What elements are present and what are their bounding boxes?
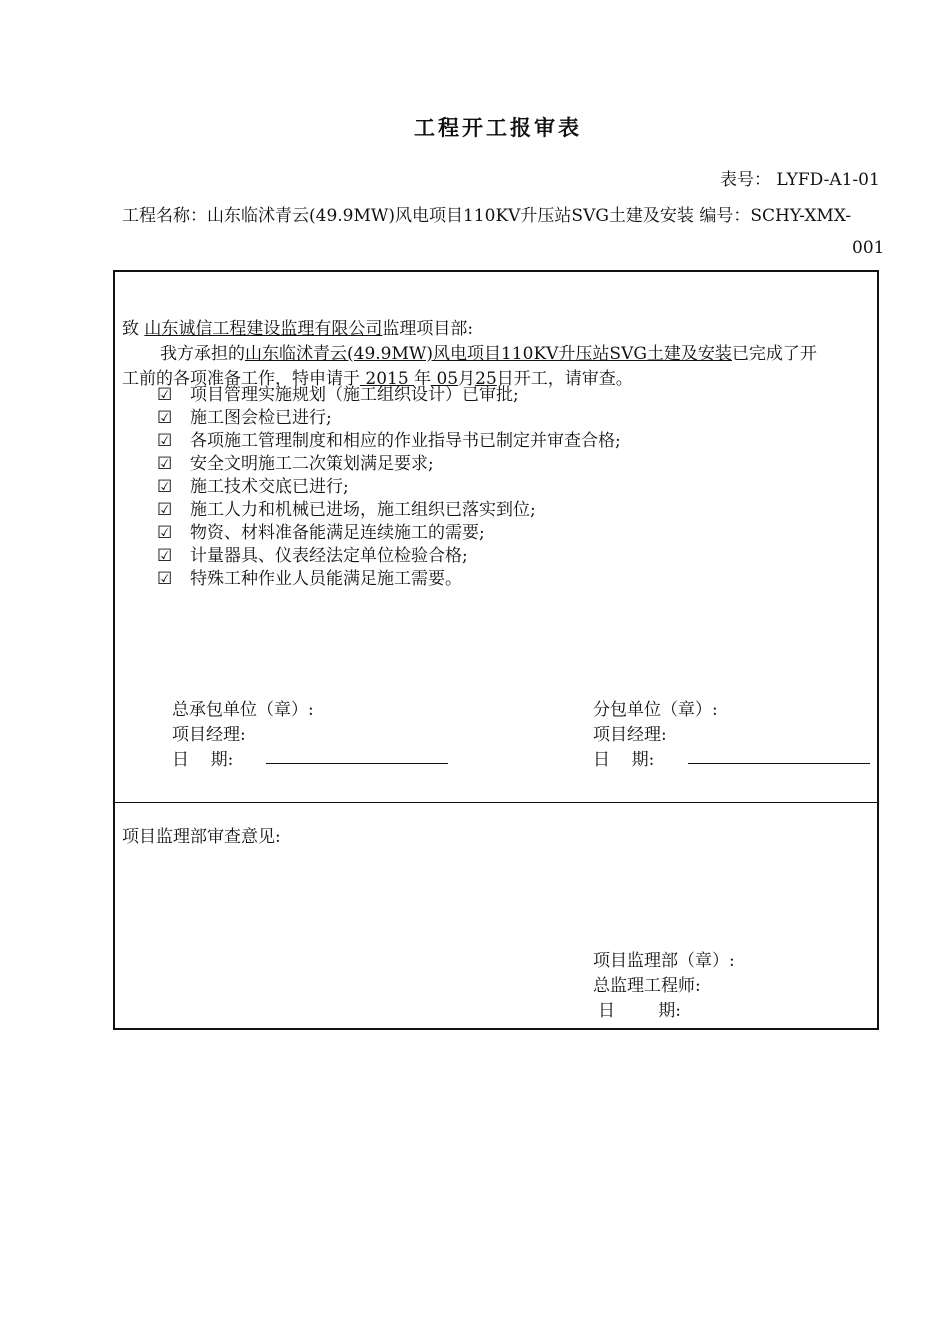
- chief-engineer-label: 总监理工程师:: [593, 976, 701, 996]
- page-title: 工程开工报审表: [414, 116, 582, 140]
- review-date-label: 日 期:: [598, 1001, 681, 1021]
- checklist-item: ☑ 安全文明施工二次策划满足要求;: [157, 454, 434, 474]
- checklist-item: ☑ 计量器具、仪表经法定单位检验合格;: [157, 546, 468, 566]
- checkbox-checked-icon: ☑: [157, 454, 173, 474]
- body-line-1: [160, 339, 817, 364]
- checklist-item: ☑ 施工图会检已进行;: [157, 408, 332, 428]
- contractor-manager-label: 项目经理:: [172, 725, 246, 745]
- checklist-item: ☑ 施工人力和机械已进场，施工组织已落实到位;: [157, 500, 536, 520]
- addressee-company: 山东诚信工程建设监理有限公司: [144, 319, 383, 339]
- serial-number-part2: 001: [852, 238, 885, 258]
- project-line: [122, 201, 851, 226]
- checklist-item: ☑ 物资、材料准备能满足连续施工的需要;: [157, 523, 485, 543]
- serial-number-part1: SCHY-XMX-: [750, 206, 852, 226]
- start-day: 25: [475, 369, 497, 389]
- year-unit: 年: [414, 369, 432, 389]
- checklist: [157, 384, 621, 591]
- checkbox-checked-icon: ☑: [157, 500, 173, 520]
- sub-manager-label: 项目经理:: [593, 725, 667, 745]
- start-month: 05: [436, 369, 459, 389]
- addressee-prefix: 致: [122, 319, 139, 339]
- contractor-date-line: [266, 763, 448, 764]
- review-heading: 项目监理部审查意见:: [122, 827, 281, 847]
- checkbox-checked-icon: ☑: [157, 477, 173, 497]
- checklist-item: ☑ 各项施工管理制度和相应的作业指导书已制定并审查合格;: [157, 431, 621, 451]
- addressee-suffix: 监理项目部:: [382, 319, 474, 339]
- review-dept-label: 项目监理部（章）:: [593, 951, 735, 971]
- project-label: 工程名称：: [122, 206, 207, 226]
- checkbox-checked-icon: ☑: [157, 569, 173, 589]
- contractor-date-label: 日 期:: [172, 750, 234, 770]
- addressee-line: [122, 314, 473, 339]
- sub-date-line: [688, 763, 870, 764]
- checklist-item: ☑ 施工技术交底已进行;: [157, 477, 349, 497]
- body-line2-prefix: 工前的各项准备工作，特申请于: [122, 369, 360, 389]
- checkbox-checked-icon: ☑: [157, 523, 173, 543]
- sub-date-label: 日 期:: [593, 750, 655, 770]
- project-name: 山东临沭青云(49.9MW)风电项目110KV升压站SVG土建及安装: [207, 206, 694, 226]
- sub-stamp-label: 分包单位（章）:: [593, 700, 718, 720]
- checkbox-checked-icon: ☑: [157, 385, 173, 405]
- checkbox-checked-icon: ☑: [157, 431, 173, 451]
- section-divider: [113, 802, 879, 803]
- serial-label: 编号：: [699, 206, 751, 226]
- checkbox-checked-icon: ☑: [157, 546, 173, 566]
- body-prefix: 我方承担的: [160, 344, 245, 364]
- start-year: 2015: [365, 369, 409, 389]
- month-unit: 月: [458, 369, 476, 389]
- checklist-item: ☑ 特殊工种作业人员能满足施工需要。: [157, 569, 462, 589]
- checkbox-checked-icon: ☑: [157, 408, 173, 428]
- form-number: 表号： LYFD-A1-01: [720, 170, 880, 190]
- contractor-stamp-label: 总承包单位（章）:: [172, 700, 314, 720]
- body-line2-suffix: 日开工，请审查。: [496, 369, 633, 389]
- body-mid: 已完成了开: [731, 344, 817, 364]
- checklist-item: ☑ 项目管理实施规划（施工组织设计）已审批;: [157, 385, 519, 405]
- body-project: 山东临沭青云(49.9MW)风电项目110KV升压站SVG土建及安装: [245, 344, 732, 364]
